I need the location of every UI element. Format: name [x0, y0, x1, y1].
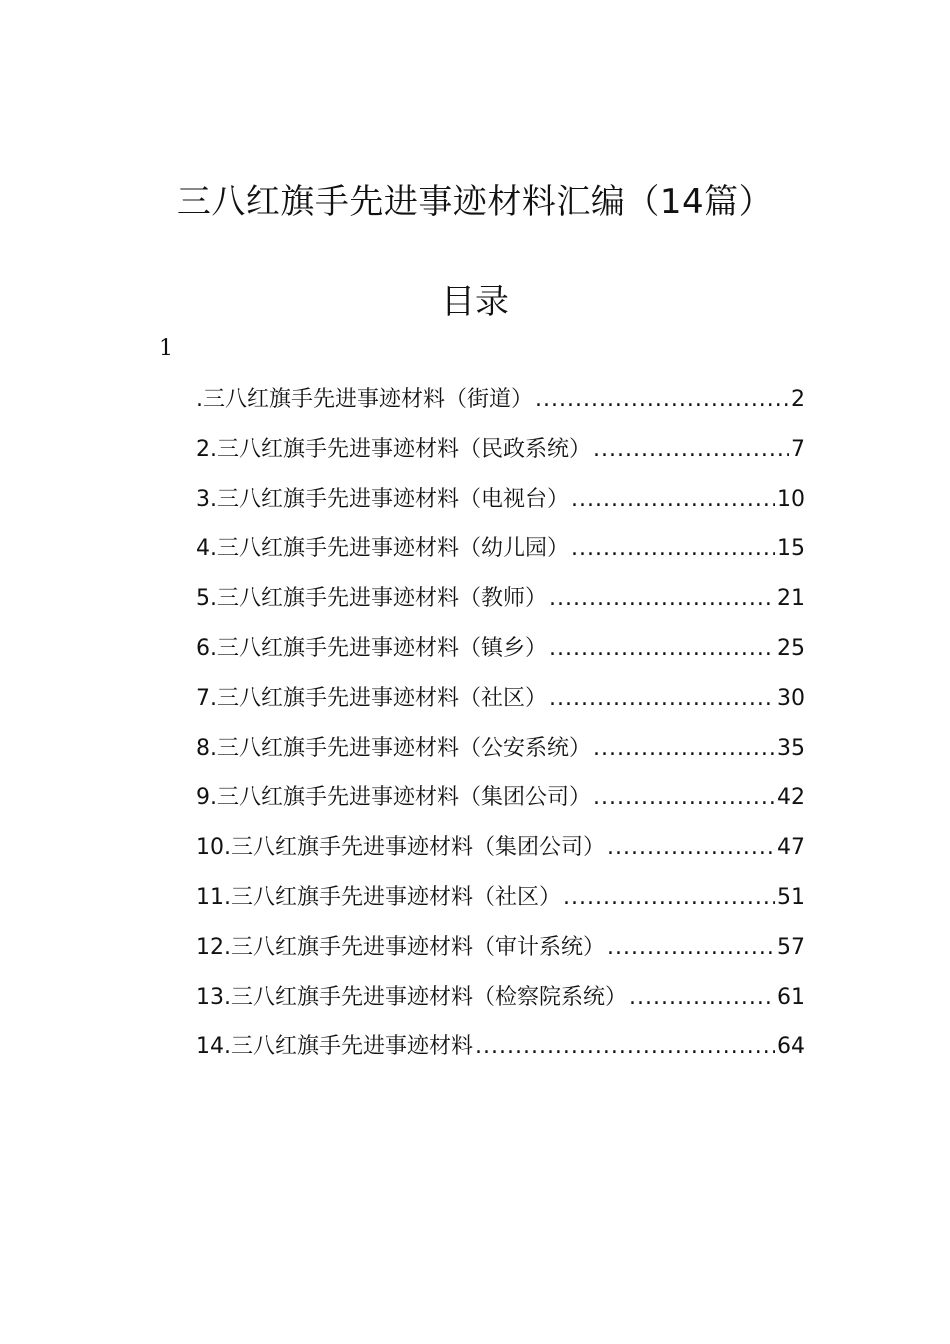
toc-entry[interactable]	[196, 430, 805, 480]
toc-entry-page: 51	[777, 884, 805, 910]
toc-entry[interactable]	[196, 729, 805, 779]
toc-entry-label: 7.三八红旗手先进事迹材料（社区）	[196, 685, 547, 711]
toc-dot-leader	[549, 629, 775, 669]
toc-dot-leader	[571, 529, 775, 569]
toc-entry[interactable]	[196, 529, 805, 579]
toc-entry-label: 4.三八红旗手先进事迹材料（幼儿园）	[196, 536, 569, 562]
toc-dot-leader	[549, 679, 775, 719]
toc-entry[interactable]	[196, 778, 805, 828]
toc-entry[interactable]	[196, 579, 805, 629]
toc-entry[interactable]	[196, 629, 805, 679]
document-title: 三八红旗手先进事迹材料汇编（14篇）	[176, 182, 774, 222]
toc-entry-page: 21	[777, 586, 805, 612]
toc-entry-label: 8.三八红旗手先进事迹材料（公安系统）	[196, 735, 591, 761]
toc-entry-page: 64	[777, 1034, 805, 1060]
toc-entry-label: 9.三八红旗手先进事迹材料（集团公司）	[196, 785, 591, 811]
toc-dot-leader	[607, 828, 775, 868]
toc-dot-leader	[593, 430, 789, 470]
toc-entry[interactable]	[196, 480, 805, 530]
toc-entry-page: 61	[777, 984, 805, 1010]
toc-entry-page: 10	[777, 486, 805, 512]
toc-entry-page: 57	[777, 934, 805, 960]
toc-dot-leader	[563, 878, 775, 918]
table-of-contents	[196, 380, 805, 1077]
toc-entry[interactable]	[196, 1027, 805, 1077]
toc-entry-label: 6.三八红旗手先进事迹材料（镇乡）	[196, 635, 547, 661]
toc-dot-leader	[475, 1027, 775, 1067]
toc-entry-label: 14.三八红旗手先进事迹材料	[196, 1034, 473, 1060]
toc-entry-page: 15	[777, 536, 805, 562]
toc-entry-label: 2.三八红旗手先进事迹材料（民政系统）	[196, 436, 591, 462]
toc-entry-label: 3.三八红旗手先进事迹材料（电视台）	[196, 486, 569, 512]
toc-entry[interactable]	[196, 928, 805, 978]
toc-entry[interactable]	[196, 878, 805, 928]
toc-entry-page: 2	[791, 387, 805, 412]
stray-page-number: 1	[159, 336, 173, 361]
toc-entry-label: 10.三八红旗手先进事迹材料（集团公司）	[196, 835, 605, 861]
toc-dot-leader	[571, 480, 775, 520]
toc-heading: 目录	[441, 282, 509, 322]
toc-dot-leader	[549, 579, 775, 619]
toc-entry-label: .三八红旗手先进事迹材料（街道）	[196, 387, 533, 412]
toc-dot-leader	[593, 778, 775, 818]
toc-dot-leader	[629, 978, 775, 1018]
toc-entry[interactable]	[196, 380, 805, 430]
toc-entry-page: 25	[777, 635, 805, 661]
toc-entry-label: 11.三八红旗手先进事迹材料（社区）	[196, 884, 561, 910]
toc-entry-page: 42	[777, 785, 805, 811]
toc-entry-page: 35	[777, 735, 805, 761]
toc-entry-label: 12.三八红旗手先进事迹材料（审计系统）	[196, 934, 605, 960]
toc-entry[interactable]	[196, 828, 805, 878]
toc-entry-page: 30	[777, 685, 805, 711]
toc-entry-label: 13.三八红旗手先进事迹材料（检察院系统）	[196, 984, 627, 1010]
toc-dot-leader	[607, 928, 775, 968]
toc-entry[interactable]	[196, 978, 805, 1028]
toc-dot-leader	[535, 380, 789, 420]
toc-dot-leader	[593, 729, 775, 769]
toc-entry-label: 5.三八红旗手先进事迹材料（教师）	[196, 586, 547, 612]
toc-entry-page: 7	[791, 436, 805, 462]
toc-entry[interactable]	[196, 679, 805, 729]
toc-entry-page: 47	[777, 835, 805, 861]
